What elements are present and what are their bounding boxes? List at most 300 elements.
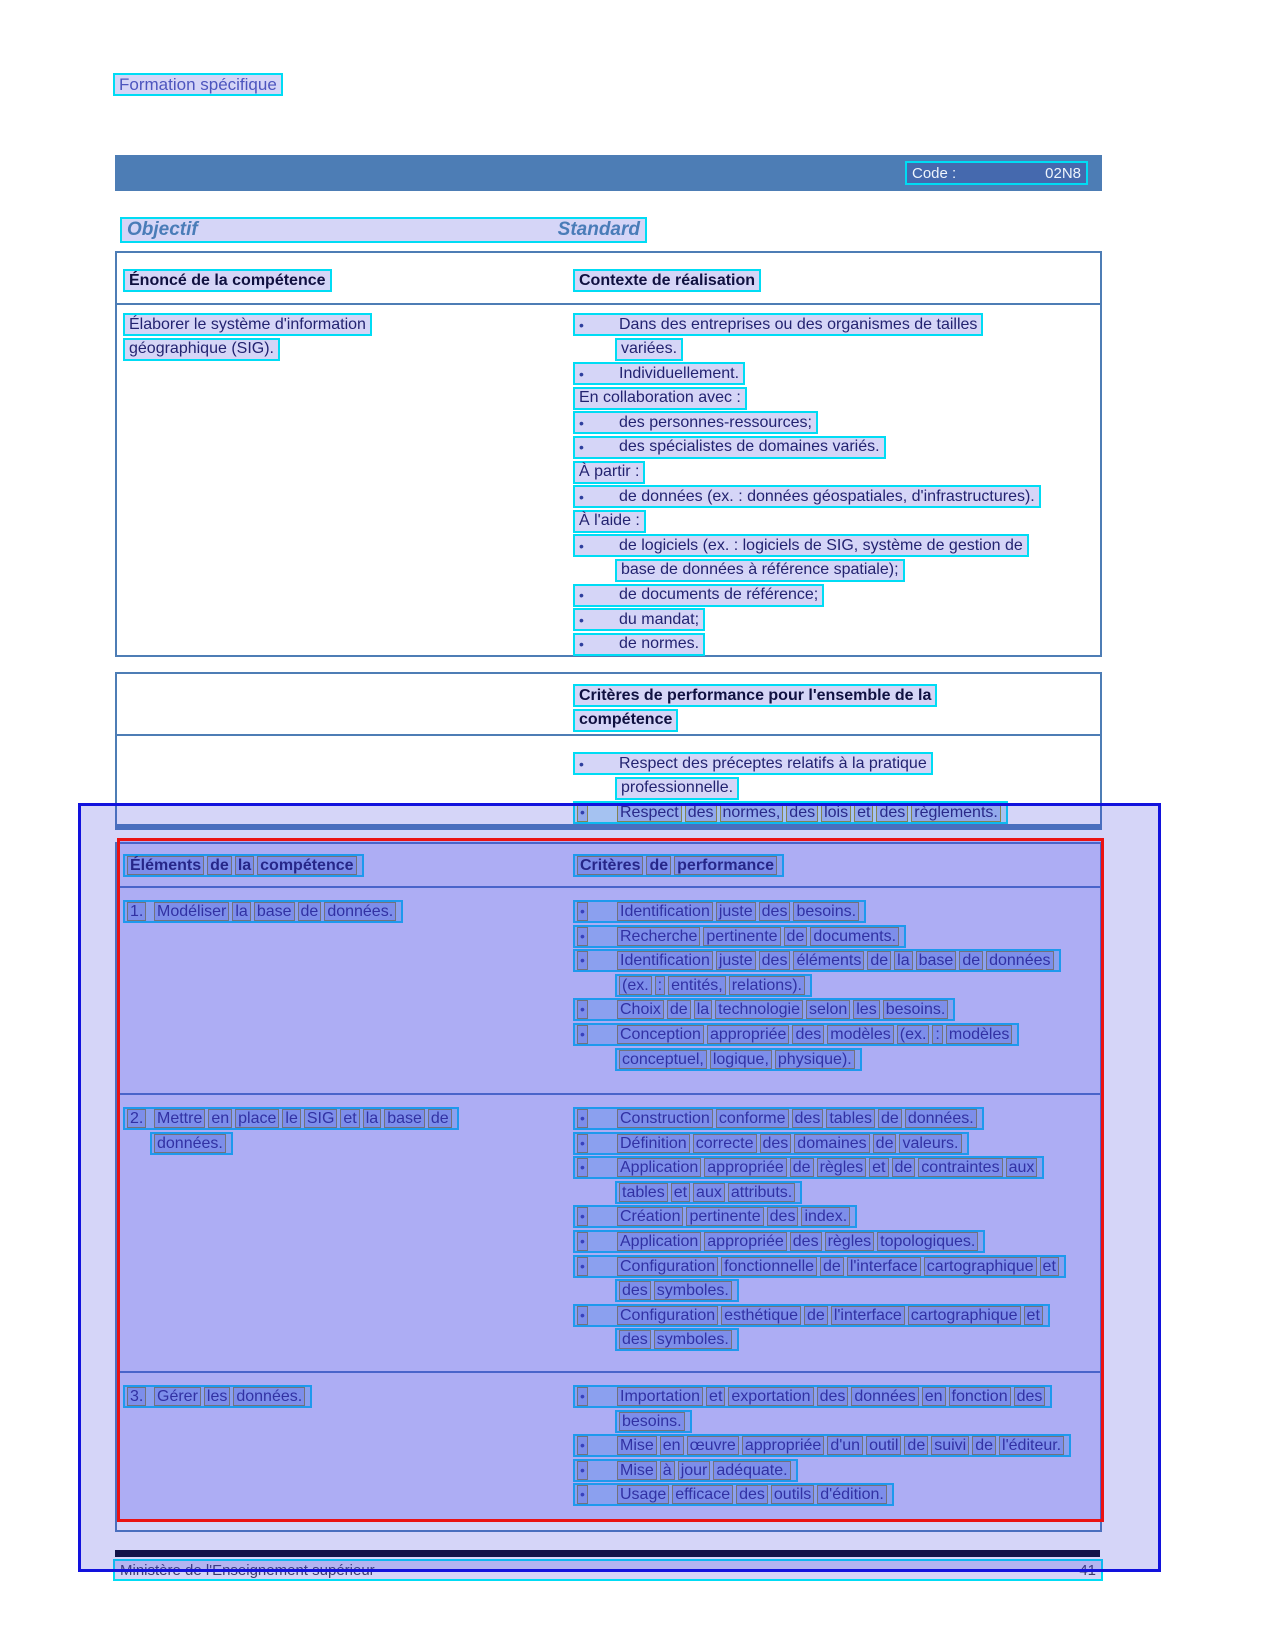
bullet-line bbox=[573, 998, 1100, 1023]
word-box: de bbox=[667, 1000, 691, 1019]
word-box: 3. bbox=[127, 1387, 146, 1406]
bullet-line bbox=[573, 925, 1100, 950]
word-box: juste bbox=[716, 951, 756, 970]
bullet-icon: • bbox=[579, 316, 584, 333]
word-box: de bbox=[646, 856, 671, 875]
criteria-cell bbox=[573, 1385, 1100, 1534]
text-line bbox=[573, 974, 1100, 999]
word-box: appropriée bbox=[704, 1232, 787, 1251]
word-box: compétence bbox=[257, 856, 356, 875]
word-box: Mise bbox=[617, 1436, 657, 1455]
word-box: de bbox=[904, 1436, 928, 1455]
criteria-cell bbox=[573, 1107, 1100, 1371]
word-box: de bbox=[804, 1306, 828, 1325]
bullet-line bbox=[573, 534, 1100, 559]
text-highlight-chip bbox=[573, 1459, 798, 1482]
text-line bbox=[573, 709, 1100, 734]
word-box: des bbox=[1014, 1387, 1046, 1406]
word-box: de bbox=[972, 1436, 996, 1455]
element-cell bbox=[117, 1107, 573, 1371]
text-highlight-chip bbox=[615, 1181, 802, 1204]
criteres-ensemble-header-cell bbox=[573, 684, 1100, 734]
text-highlight-chip bbox=[615, 1279, 739, 1302]
text-highlight-chip bbox=[573, 925, 906, 948]
word-box: de bbox=[892, 1158, 916, 1177]
word-box: conforme bbox=[716, 1109, 789, 1128]
word-box: de bbox=[790, 1158, 814, 1177]
word-box: • bbox=[577, 1207, 588, 1226]
bullet-line bbox=[573, 584, 1100, 609]
word-box: de bbox=[784, 927, 808, 946]
word-box: • bbox=[577, 1109, 588, 1128]
word-box: données. bbox=[905, 1109, 977, 1128]
bullet-line bbox=[573, 608, 1100, 633]
code-chip bbox=[905, 161, 1088, 185]
word-box: données. bbox=[233, 1387, 305, 1406]
bullet-icon: • bbox=[579, 755, 584, 772]
text-line bbox=[573, 854, 1100, 879]
word-box: index. bbox=[801, 1207, 850, 1226]
text-highlight-chip: • de normes. bbox=[573, 633, 705, 656]
text-highlight-chip: variées. bbox=[615, 338, 683, 361]
bullet-icon bbox=[577, 1306, 617, 1325]
bullet-line bbox=[573, 1483, 1100, 1508]
word-box: des bbox=[619, 1330, 651, 1349]
text-highlight-chip: • Dans des entreprises ou des organismes de tailles bbox=[573, 313, 983, 336]
word-box: des bbox=[792, 1025, 824, 1044]
text-line bbox=[573, 338, 1100, 363]
table-header-row bbox=[117, 674, 1100, 734]
bullet-icon bbox=[577, 1134, 617, 1153]
text-highlight-chip bbox=[573, 1385, 1052, 1408]
word-box: des bbox=[619, 1281, 651, 1300]
word-box: de bbox=[959, 951, 983, 970]
bullet-icon bbox=[577, 1387, 617, 1406]
code-value: 02N8 bbox=[1045, 164, 1081, 182]
word-box: des bbox=[817, 1387, 849, 1406]
word-box: entités, bbox=[668, 976, 726, 995]
word-box: Application bbox=[617, 1232, 701, 1251]
text-highlight-chip: Critères de performance pour l'ensemble de la bbox=[573, 684, 937, 707]
bullet-icon bbox=[577, 951, 617, 970]
word-box: base bbox=[384, 1109, 425, 1128]
page-number: 41 bbox=[1079, 1561, 1096, 1579]
text-line bbox=[123, 1107, 573, 1132]
bullet-line bbox=[573, 1255, 1100, 1280]
bullet-line bbox=[573, 313, 1100, 338]
bullet-icon: • bbox=[579, 414, 584, 431]
bullet-line bbox=[573, 1205, 1100, 1230]
bullet-line bbox=[573, 900, 1100, 925]
word-box: d'édition. bbox=[817, 1485, 887, 1504]
text-highlight-chip bbox=[615, 1410, 692, 1433]
word-box: • bbox=[577, 1158, 588, 1177]
bullet-line bbox=[573, 1230, 1100, 1255]
competence-statement-cell bbox=[117, 313, 573, 657]
word-box: lois bbox=[821, 803, 851, 822]
bullet-icon bbox=[577, 1000, 617, 1019]
word-box: Recherche bbox=[617, 927, 700, 946]
text-highlight-chip: En collaboration avec : bbox=[573, 387, 747, 410]
text-line bbox=[573, 1410, 1100, 1435]
word-box: base bbox=[254, 902, 295, 921]
word-box: tables bbox=[619, 1183, 668, 1202]
text-highlight-chip: • de données (ex. : données géospatiales, d'infrastructures). bbox=[573, 485, 1041, 508]
table-elements-criteres bbox=[115, 842, 1102, 1532]
word-box: (ex. bbox=[619, 976, 652, 995]
bullet-icon bbox=[577, 1461, 617, 1480]
word-box: données bbox=[851, 1387, 918, 1406]
table-row bbox=[117, 888, 1100, 1093]
text-highlight-chip bbox=[573, 1230, 985, 1253]
word-box: des bbox=[790, 1232, 822, 1251]
text-line bbox=[573, 1328, 1100, 1353]
criteres-header-cell bbox=[573, 854, 1100, 886]
word-box: jour bbox=[678, 1461, 711, 1480]
word-box: besoins. bbox=[619, 1412, 685, 1431]
word-box: le bbox=[282, 1109, 300, 1128]
word-box: Usage bbox=[617, 1485, 669, 1504]
word-box: Création bbox=[617, 1207, 683, 1226]
word-box: des bbox=[736, 1485, 768, 1504]
contexte-list-cell bbox=[573, 313, 1100, 657]
word-box: : bbox=[655, 976, 665, 995]
bullet-icon: • bbox=[579, 611, 584, 628]
word-box: Mise bbox=[617, 1461, 657, 1480]
text-line bbox=[573, 1279, 1100, 1304]
elements-header-cell bbox=[117, 854, 573, 886]
bullet-icon bbox=[577, 927, 617, 946]
text-line bbox=[123, 1132, 573, 1157]
word-box: la bbox=[894, 951, 912, 970]
word-box: Configuration bbox=[617, 1306, 718, 1325]
text-line bbox=[123, 854, 573, 879]
bullet-line bbox=[573, 411, 1100, 436]
word-box: des bbox=[767, 1207, 799, 1226]
word-box: des bbox=[786, 803, 818, 822]
bullet-icon bbox=[577, 1232, 617, 1251]
table-header-row bbox=[117, 253, 1100, 303]
text-highlight-chip bbox=[573, 1156, 1044, 1179]
word-box: symboles. bbox=[654, 1281, 732, 1300]
text-highlight-chip bbox=[150, 1132, 233, 1155]
bullet-line bbox=[573, 949, 1100, 974]
word-box: règles bbox=[817, 1158, 867, 1177]
word-box: Configuration bbox=[617, 1257, 718, 1276]
word-box: et bbox=[869, 1158, 888, 1177]
word-box: la bbox=[694, 1000, 712, 1019]
word-box: et bbox=[671, 1183, 690, 1202]
header-bar bbox=[115, 155, 1102, 191]
bullet-icon bbox=[577, 902, 617, 921]
word-box: des bbox=[876, 803, 908, 822]
contexte-header-label: Contexte de réalisation bbox=[579, 271, 756, 289]
text-highlight-chip: • de documents de référence; bbox=[573, 584, 824, 607]
word-box: des bbox=[759, 951, 791, 970]
word-box: d'un bbox=[827, 1436, 863, 1455]
text-highlight-chip bbox=[615, 974, 812, 997]
word-box: la bbox=[235, 856, 254, 875]
enonce-header-label: Énoncé de la compétence bbox=[129, 271, 326, 289]
text-line bbox=[123, 900, 573, 925]
text-highlight-chip: • du mandat; bbox=[573, 608, 705, 631]
word-box: Gérer bbox=[154, 1387, 201, 1406]
code-label: Code : bbox=[912, 164, 957, 182]
word-box: Respect bbox=[617, 803, 682, 822]
bullet-line bbox=[573, 1459, 1100, 1484]
text-highlight-chip bbox=[573, 900, 866, 923]
word-box: appropriée bbox=[742, 1436, 825, 1455]
text-highlight-chip bbox=[113, 73, 283, 96]
word-box: base bbox=[916, 951, 957, 970]
bullet-line bbox=[573, 362, 1100, 387]
word-box: les bbox=[204, 1387, 230, 1406]
bullet-line bbox=[573, 801, 1100, 826]
word-box: de bbox=[873, 1134, 897, 1153]
word-box: de bbox=[207, 856, 232, 875]
item-number bbox=[127, 1387, 154, 1406]
word-box: Critères bbox=[577, 856, 643, 875]
word-box: adéquate. bbox=[713, 1461, 790, 1480]
element-cell bbox=[117, 900, 573, 1093]
text-highlight-chip bbox=[573, 1132, 969, 1155]
column-header bbox=[573, 269, 1100, 294]
word-box: et bbox=[1040, 1257, 1059, 1276]
word-box: de bbox=[820, 1257, 844, 1276]
word-box: pertinente bbox=[703, 927, 780, 946]
word-box: cartographique bbox=[924, 1257, 1037, 1276]
bullet-icon bbox=[577, 1485, 617, 1504]
text-highlight-chip bbox=[573, 1483, 894, 1506]
text-line bbox=[573, 777, 1100, 802]
bullet-line bbox=[573, 1434, 1100, 1459]
word-box: outil bbox=[866, 1436, 901, 1455]
word-box: Définition bbox=[617, 1134, 690, 1153]
text-highlight-chip: compétence bbox=[573, 709, 678, 732]
word-box: topologiques. bbox=[877, 1232, 978, 1251]
word-box: esthétique bbox=[721, 1306, 801, 1325]
bullet-line bbox=[573, 633, 1100, 658]
word-box: Importation bbox=[617, 1387, 703, 1406]
text-line bbox=[573, 510, 1100, 535]
word-box: et bbox=[1024, 1306, 1043, 1325]
word-box: aux bbox=[693, 1183, 725, 1202]
word-box: des bbox=[685, 803, 717, 822]
text-highlight-chip bbox=[123, 1107, 459, 1130]
table-header-row bbox=[117, 844, 1100, 888]
word-box: selon bbox=[806, 1000, 850, 1019]
text-highlight-chip: base de données à référence spatiale); bbox=[615, 559, 905, 582]
column-header bbox=[123, 269, 573, 294]
text-highlight-chip: • de logiciels (ex. : logiciels de SIG, système de gestion de bbox=[573, 534, 1029, 557]
formation-label: Formation spécifique bbox=[119, 74, 277, 94]
word-box: et bbox=[706, 1387, 725, 1406]
table-criteres-ensemble bbox=[115, 672, 1102, 830]
word-box: • bbox=[577, 1461, 588, 1480]
word-box: fonction bbox=[949, 1387, 1011, 1406]
word-box: l'éditeur. bbox=[999, 1436, 1064, 1455]
word-box: outils bbox=[771, 1485, 814, 1504]
word-box: besoins. bbox=[793, 902, 859, 921]
word-box: • bbox=[577, 1000, 588, 1019]
word-box: • bbox=[577, 1134, 588, 1153]
item-number bbox=[127, 902, 154, 921]
table-row bbox=[117, 1093, 1100, 1371]
word-box: efficace bbox=[672, 1485, 733, 1504]
bullet-icon bbox=[577, 1207, 617, 1226]
word-box: et bbox=[340, 1109, 359, 1128]
word-box: cartographique bbox=[908, 1306, 1021, 1325]
criteres-ensemble-list-cell bbox=[573, 752, 1100, 826]
word-box: en bbox=[660, 1436, 684, 1455]
word-box: la bbox=[232, 902, 250, 921]
word-box: valeurs. bbox=[899, 1134, 961, 1153]
word-box: place bbox=[235, 1109, 279, 1128]
word-box: • bbox=[577, 1387, 588, 1406]
bullet-icon: • bbox=[579, 636, 584, 653]
criteria-cell bbox=[573, 900, 1100, 1093]
objectif-heading: Objectif bbox=[127, 219, 198, 240]
text-highlight-chip: • Individuellement. bbox=[573, 362, 745, 385]
word-box: : bbox=[932, 1025, 942, 1044]
text-highlight-chip: professionnelle. bbox=[615, 777, 739, 800]
word-box: données bbox=[986, 951, 1053, 970]
word-box: conceptuel, bbox=[619, 1050, 707, 1069]
word-box: données. bbox=[154, 1134, 226, 1153]
word-box: • bbox=[577, 1306, 588, 1325]
text-highlight-chip bbox=[573, 949, 1061, 972]
text-line bbox=[123, 1385, 573, 1410]
word-box: Conception bbox=[617, 1025, 704, 1044]
word-box: • bbox=[577, 902, 588, 921]
bullet-line bbox=[573, 436, 1100, 461]
text-highlight-chip bbox=[573, 1434, 1071, 1457]
word-box: • bbox=[577, 927, 588, 946]
bullet-icon: • bbox=[579, 439, 584, 456]
word-box: correcte bbox=[693, 1134, 757, 1153]
word-box: domaines bbox=[794, 1134, 869, 1153]
word-box: • bbox=[577, 1232, 588, 1251]
word-box: données. bbox=[324, 902, 396, 921]
standard-heading: Standard bbox=[557, 219, 640, 240]
text-highlight-chip bbox=[573, 1205, 857, 1228]
word-box: Construction bbox=[617, 1109, 713, 1128]
word-box: documents. bbox=[810, 927, 899, 946]
word-box: des bbox=[759, 902, 791, 921]
word-box: normes, bbox=[720, 803, 784, 822]
word-box: 2. bbox=[127, 1109, 146, 1128]
bullet-line bbox=[573, 1156, 1100, 1181]
word-box: Mettre bbox=[154, 1109, 205, 1128]
word-box: relations). bbox=[729, 976, 805, 995]
word-box: règlements. bbox=[911, 803, 1001, 822]
word-box: physique). bbox=[775, 1050, 855, 1069]
text-highlight-chip bbox=[123, 854, 364, 877]
word-box: attributs. bbox=[728, 1183, 795, 1202]
bullet-icon bbox=[577, 803, 617, 822]
bullet-icon bbox=[577, 1436, 617, 1455]
word-box: symboles. bbox=[654, 1330, 732, 1349]
text-highlight-chip bbox=[573, 1304, 1050, 1327]
text-highlight-chip: À partir : bbox=[573, 461, 645, 484]
objectif-standard-row bbox=[120, 217, 647, 243]
text-highlight-chip bbox=[573, 854, 784, 877]
word-box: besoins. bbox=[883, 1000, 949, 1019]
word-box: modèles bbox=[827, 1025, 893, 1044]
word-box: règles bbox=[825, 1232, 875, 1251]
word-box: éléments bbox=[793, 951, 864, 970]
footer-ministry-label: Ministère de l'Enseignement supérieur bbox=[120, 1561, 375, 1579]
text-highlight-chip bbox=[573, 1107, 984, 1130]
word-box: de bbox=[428, 1109, 452, 1128]
text-highlight-chip bbox=[123, 1385, 312, 1408]
text-line bbox=[573, 684, 1100, 709]
bullet-line bbox=[573, 752, 1100, 777]
word-box: aux bbox=[1006, 1158, 1038, 1177]
word-box: de bbox=[298, 902, 322, 921]
word-box: • bbox=[577, 1025, 588, 1044]
word-box: Choix bbox=[617, 1000, 664, 1019]
word-box: l'interface bbox=[831, 1306, 905, 1325]
text-highlight-chip bbox=[573, 998, 955, 1021]
text-highlight-chip: À l'aide : bbox=[573, 510, 646, 533]
word-box: fonctionnelle bbox=[721, 1257, 817, 1276]
word-box: juste bbox=[716, 902, 756, 921]
word-box: en bbox=[208, 1109, 232, 1128]
bullet-icon: • bbox=[579, 537, 584, 554]
word-box: suivi bbox=[931, 1436, 969, 1455]
word-box: l'interface bbox=[847, 1257, 921, 1276]
word-box: (ex. bbox=[897, 1025, 930, 1044]
text-line bbox=[573, 559, 1100, 584]
table-row bbox=[117, 1371, 1100, 1534]
element-cell bbox=[117, 1385, 573, 1534]
text-line bbox=[123, 338, 573, 363]
word-box: 1. bbox=[127, 902, 146, 921]
text-highlight-chip: • des personnes-ressources; bbox=[573, 411, 818, 434]
bullet-line bbox=[573, 1304, 1100, 1329]
word-box: logique, bbox=[710, 1050, 772, 1069]
word-box: • bbox=[577, 803, 588, 822]
word-box: et bbox=[854, 803, 873, 822]
running-header bbox=[113, 73, 283, 98]
word-box: en bbox=[922, 1387, 946, 1406]
word-box: • bbox=[577, 1485, 588, 1504]
bullet-icon bbox=[577, 1025, 617, 1044]
bullet-line bbox=[573, 1023, 1100, 1048]
text-highlight-chip bbox=[573, 1255, 1066, 1278]
text-highlight-chip bbox=[615, 1328, 739, 1351]
word-box: Modéliser bbox=[154, 902, 229, 921]
word-box: appropriée bbox=[704, 1158, 787, 1177]
word-box: tables bbox=[826, 1109, 875, 1128]
table-body bbox=[117, 305, 1100, 657]
text-line bbox=[573, 461, 1100, 486]
word-box: exportation bbox=[728, 1387, 813, 1406]
word-box: de bbox=[867, 951, 891, 970]
bullet-icon bbox=[577, 1158, 617, 1177]
word-box: des bbox=[760, 1134, 792, 1153]
word-box: Identification bbox=[617, 902, 713, 921]
word-box: œuvre bbox=[687, 1436, 739, 1455]
word-box: Application bbox=[617, 1158, 701, 1177]
text-line bbox=[573, 1048, 1100, 1073]
text-line bbox=[573, 1181, 1100, 1206]
bullet-line bbox=[573, 1107, 1100, 1132]
word-box: la bbox=[363, 1109, 381, 1128]
footer-row bbox=[113, 1559, 1103, 1581]
word-box: à bbox=[660, 1461, 675, 1480]
